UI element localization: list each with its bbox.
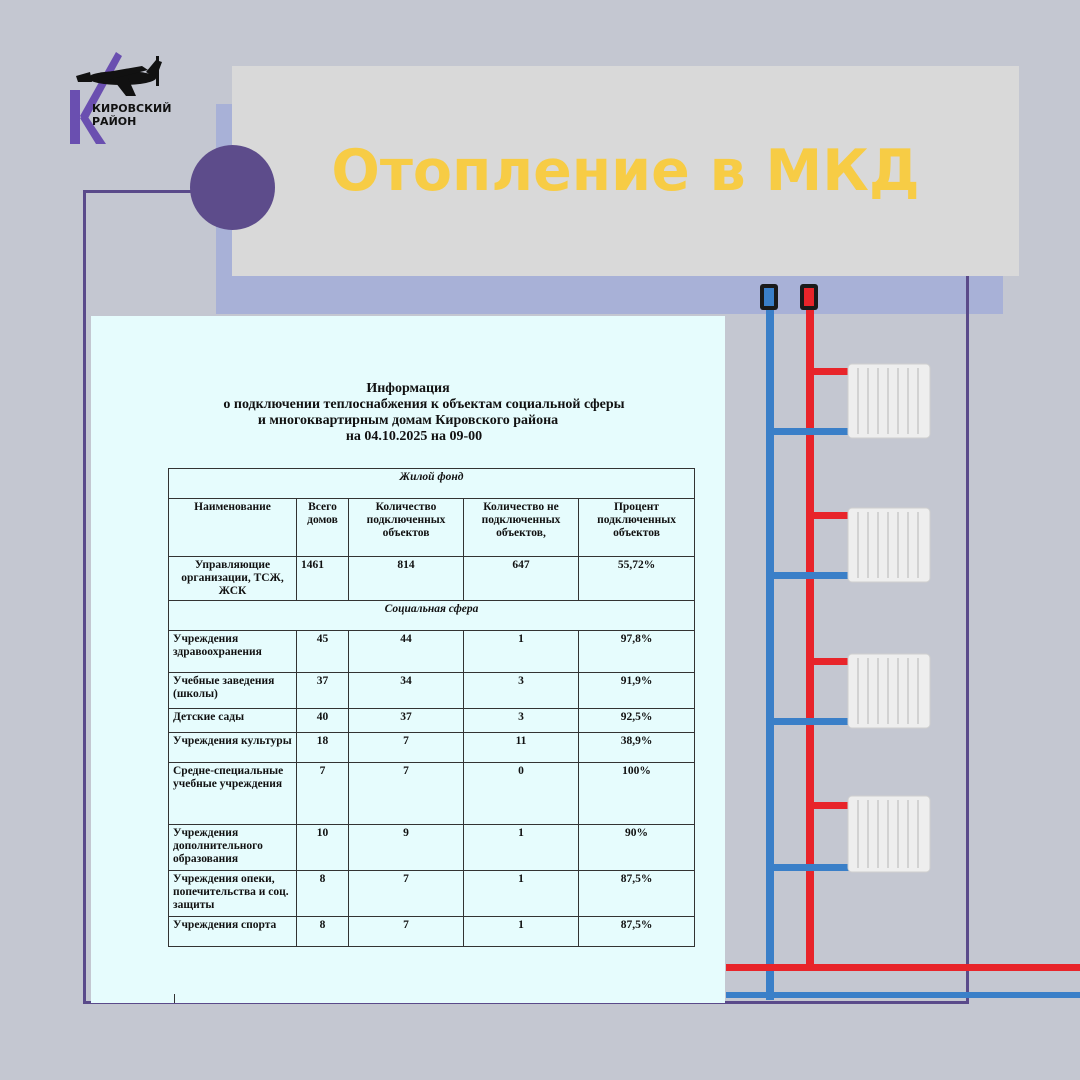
radiator-2 bbox=[774, 508, 930, 582]
cell-not-connected: 11 bbox=[464, 733, 579, 763]
cell-connected: 7 bbox=[349, 733, 464, 763]
table-row bbox=[169, 673, 695, 709]
column-header: Количество не подключенных объектов, bbox=[464, 499, 579, 557]
cell-connected: 7 bbox=[349, 917, 464, 947]
cell-connected: 9 bbox=[349, 825, 464, 871]
airplane-icon bbox=[76, 56, 162, 96]
logo-line-1: КИРОВСКИЙ bbox=[92, 102, 172, 115]
heating-connection-table bbox=[168, 468, 695, 947]
column-header: Всего домов bbox=[297, 499, 349, 557]
cell-total: 8 bbox=[297, 871, 349, 917]
cell-connected: 44 bbox=[349, 631, 464, 673]
table-row bbox=[169, 825, 695, 871]
kirovsky-district-logo bbox=[56, 48, 176, 148]
cell-percent: 55,72% bbox=[579, 557, 695, 601]
cell-connected: 34 bbox=[349, 673, 464, 709]
section-row-social bbox=[169, 601, 695, 631]
cell-name: Учреждения культуры bbox=[169, 733, 297, 763]
cell-name: Учреждения опеки, попечительства и соц. защиты bbox=[169, 871, 297, 917]
table-row bbox=[169, 733, 695, 763]
cell-percent: 100% bbox=[579, 763, 695, 825]
cell-percent: 87,5% bbox=[579, 917, 695, 947]
cell-total: 40 bbox=[297, 709, 349, 733]
decor-circle bbox=[190, 145, 275, 230]
section-row-housing bbox=[169, 469, 695, 499]
cell-not-connected: 1 bbox=[464, 825, 579, 871]
cell-percent: 97,8% bbox=[579, 631, 695, 673]
heating-system-illustration bbox=[720, 280, 1080, 1010]
radiator-3 bbox=[774, 654, 930, 728]
cell-total: 45 bbox=[297, 631, 349, 673]
cell-total: 7 bbox=[297, 763, 349, 825]
logo-line-2: РАЙОН bbox=[92, 115, 137, 128]
column-header: Количество подключенных объектов bbox=[349, 499, 464, 557]
heading-line-4: на 04.10.2025 на 09-00 bbox=[345, 429, 483, 444]
cell-name: Детские сады bbox=[169, 709, 297, 733]
cell-percent: 90% bbox=[579, 825, 695, 871]
cell-percent: 38,9% bbox=[579, 733, 695, 763]
document-heading bbox=[91, 381, 725, 445]
column-header: Процент подключенных объектов bbox=[579, 499, 695, 557]
cell-name: Управляющие организации, ТСЖ, ЖСК bbox=[169, 557, 297, 601]
cell-name: Учебные заведения (школы) bbox=[169, 673, 297, 709]
cell-total: 37 bbox=[297, 673, 349, 709]
cell-connected: 814 bbox=[349, 557, 464, 601]
table-row bbox=[169, 631, 695, 673]
cell-name: Учреждения здравоохранения bbox=[169, 631, 297, 673]
cell-connected: 7 bbox=[349, 763, 464, 825]
cell-percent: 92,5% bbox=[579, 709, 695, 733]
column-header: Наименование bbox=[169, 499, 297, 557]
cell-connected: 7 bbox=[349, 871, 464, 917]
cell-total: 10 bbox=[297, 825, 349, 871]
table-row bbox=[169, 871, 695, 917]
cell-not-connected: 1 bbox=[464, 631, 579, 673]
cell-not-connected: 0 bbox=[464, 763, 579, 825]
section-housing-label: Жилой фонд bbox=[169, 469, 695, 499]
cell-name: Учреждения спорта bbox=[169, 917, 297, 947]
cell-total: 18 bbox=[297, 733, 349, 763]
cell-not-connected: 1 bbox=[464, 871, 579, 917]
radiator-1 bbox=[774, 364, 930, 438]
table-row bbox=[169, 557, 695, 601]
logo-text bbox=[92, 102, 171, 128]
cell-percent: 91,9% bbox=[579, 673, 695, 709]
cell-connected: 37 bbox=[349, 709, 464, 733]
cell-percent: 87,5% bbox=[579, 871, 695, 917]
heading-line-2: о подключении теплоснабжения к объектам социальной сферы bbox=[223, 397, 625, 412]
cell-name: Учреждения дополнительного образования bbox=[169, 825, 297, 871]
cell-total: 8 bbox=[297, 917, 349, 947]
table-row bbox=[169, 763, 695, 825]
radiator-4 bbox=[774, 796, 930, 872]
cell-not-connected: 3 bbox=[464, 709, 579, 733]
cell-not-connected: 1 bbox=[464, 917, 579, 947]
cell-total: 1461 bbox=[297, 557, 349, 601]
heading-line-3: и многоквартирным домам Кировского района bbox=[257, 413, 559, 428]
cell-not-connected: 3 bbox=[464, 673, 579, 709]
table-row bbox=[169, 917, 695, 947]
page-title: Отопление в МКД bbox=[331, 138, 920, 204]
table-header-row bbox=[169, 499, 695, 557]
section-social-label: Социальная сфера bbox=[169, 601, 695, 631]
text-caret bbox=[174, 994, 175, 1003]
cell-not-connected: 647 bbox=[464, 557, 579, 601]
cell-name: Средне-специальные учебные учреждения bbox=[169, 763, 297, 825]
table-row bbox=[169, 709, 695, 733]
heading-line-1: Информация bbox=[366, 381, 450, 396]
